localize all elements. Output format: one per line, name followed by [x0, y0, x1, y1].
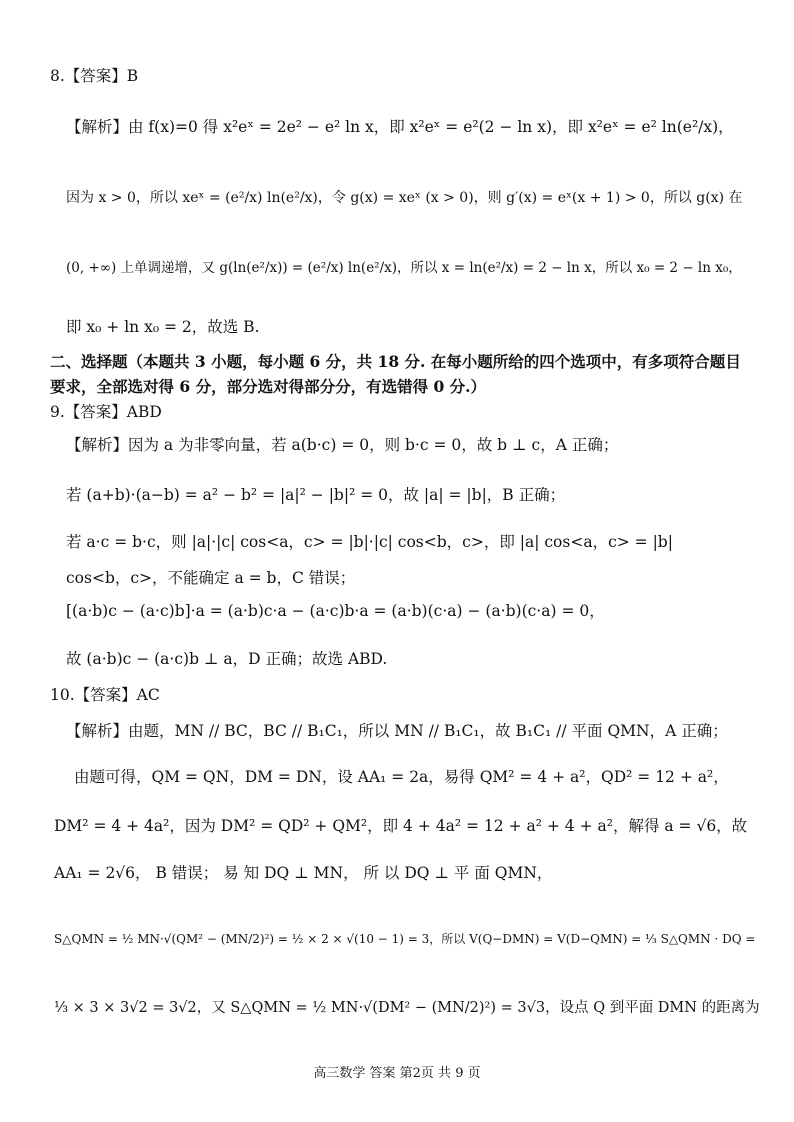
q10-analysis-line-4: AA₁ = 2√6， B 错误； 易 知 DQ ⊥ MN， 所 以 DQ ⊥ 平 面 QMN， — [54, 864, 553, 882]
q10-analysis-line-6: ⅓ × 3 × 3√2 = 3√2，又 S△QMN = ½ MN·√(DM² − (MN/2)²) = 3√3，设点 Q 到平面 DMN 的距离为 — [54, 1000, 760, 1016]
q10-analysis-line-2: 由题可得，QM = QN，DM = DN，设 AA₁ = 2a，易得 QM² = 4 + a²，QD² = 12 + a²， — [74, 768, 729, 786]
q10-analysis-line-1: 【解析】由题，MN // BC，BC // B₁C₁，所以 MN // B₁C₁，故 B₁C₁ // 平面 QMN，A 正确； — [66, 722, 728, 740]
q10-answer-title: 10.【答案】AC — [50, 686, 160, 704]
q9-analysis-line-2: 若 (a+b)·(a−b) = a² − b² = |a|² − |b|² = 0，故 |a| = |b|，B 正确； — [66, 486, 566, 504]
q8-analysis-line-4: 即 x₀ + ln x₀ = 2，故选 B. — [66, 318, 260, 336]
q9-answer-title: 9.【答案】ABD — [50, 403, 162, 421]
page-footer: 高三数学 答案 第2页 共 9 页 — [313, 1066, 481, 1081]
q9-analysis-line-1: 【解析】因为 a 为非零向量，若 a(b·c) = 0，则 b·c = 0，故 b ⊥ c，A 正确； — [66, 436, 619, 454]
q9-analysis-line-3: 若 a·c = b·c，则 |a|·|c| cos<a，c> = |b|·|c| cos<b，c>，即 |a| cos<a，c> = |b| — [66, 533, 673, 551]
q9-analysis-line-5: [(a·b)c − (a·c)b]·a = (a·b)c·a − (a·c)b·a = (a·b)(c·a) − (a·b)(c·a) = 0， — [66, 602, 605, 620]
section-heading-line-1: 二、选择题（本题共 3 小题，每小题 6 分，共 18 分. 在每小题所给的四个选项中，有多项符合题目 — [50, 352, 741, 371]
section-heading-line-2: 要求，全部选对得 6 分，部分选对得部分分，有选错得 0 分.） — [50, 377, 487, 396]
q10-analysis-line-3: DM² = 4 + 4a²，因为 DM² = QD² + QM²，即 4 + 4a² = 12 + a² + 4 + a²，解得 a = √6，故 — [54, 817, 748, 835]
q8-analysis-line-3: (0, +∞) 上单调递增，又 g(ln(e²/x)) = (e²/x) ln(e²/x)，所以 x = ln(e²/x) = 2 − ln x，所以 x₀ = 2 − ln x₀， — [66, 260, 742, 276]
q8-analysis-line-2: 因为 x > 0，所以 xeˣ = (e²/x) ln(e²/x)，令 g(x) = xeˣ (x > 0)，则 g′(x) = eˣ(x + 1) > 0，所以 g(x) 在 — [66, 190, 743, 206]
q8-answer-title: 8.【答案】B — [50, 67, 139, 85]
q8-analysis-line-1: 【解析】由 f(x)=0 得 x²eˣ = 2e² − e² ln x，即 x²eˣ = e²(2 − ln x)，即 x²eˣ = e² ln(e²/x)， — [66, 118, 734, 136]
q10-analysis-line-5: S△QMN = ½ MN·√(QM² − (MN/2)²) = ½ × 2 × √(10 − 1) = 3，所以 V(Q−DMN) = V(D−QMN) = ⅓ S△QMN · DQ = — [54, 932, 756, 946]
q9-analysis-line-4: cos<b，c>，不能确定 a = b，C 错误； — [66, 569, 356, 587]
q9-analysis-line-6: 故 (a·b)c − (a·c)b ⊥ a，D 正确；故选 ABD. — [66, 650, 388, 668]
